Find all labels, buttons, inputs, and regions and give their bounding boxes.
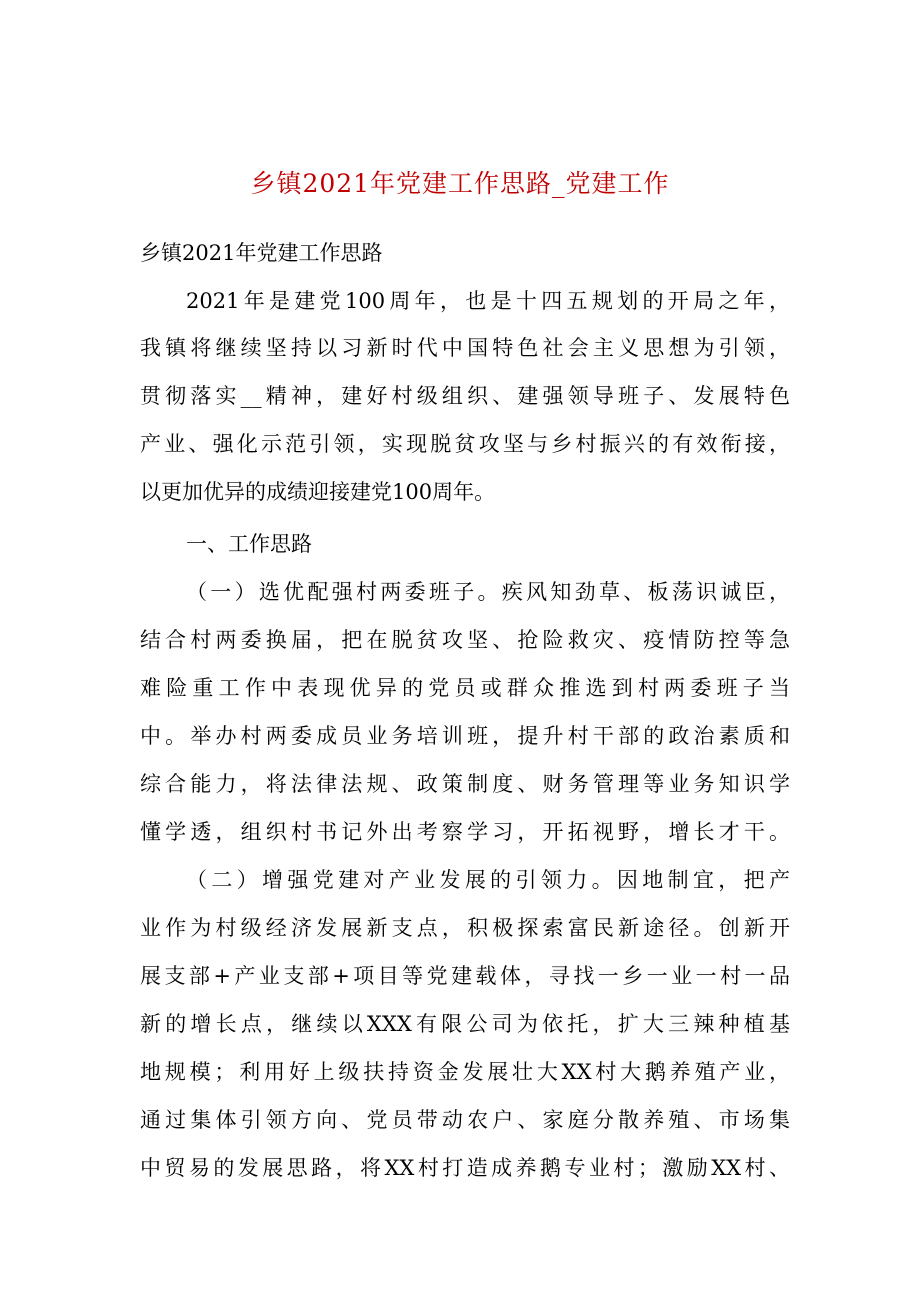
text-line: 贯彻落实__精神，建好村级组织、建强领导班子、发展特色 xyxy=(140,384,790,408)
text-line: 结合村两委换届，把在脱贫攻坚、抢险救灾、疫情防控等急 xyxy=(140,628,790,652)
text-line: 展支部+产业支部+项目等党建载体，寻找一乡一业一村一品 xyxy=(140,964,790,988)
text-line: 懂学透，组织村书记外出考察学习，开拓视野，增长才干。 xyxy=(140,820,790,844)
text-line: 难险重工作中表现优异的党员或群众推选到村两委班子当 xyxy=(140,676,790,700)
text-line: 中贸易的发展思路，将XX村打造成养鹅专业村；激励XX村、 xyxy=(140,1156,790,1180)
text-line: 中。举办村两委成员业务培训班，提升村干部的政治素质和 xyxy=(140,724,790,748)
text-line: 2021年是建党100周年，也是十四五规划的开局之年， xyxy=(186,289,790,313)
text-line: 业作为村级经济发展新支点，积极探索富民新途径。创新开 xyxy=(140,916,790,940)
section-heading: 一、工作思路 xyxy=(186,532,312,556)
text-line: 新的增长点，继续以XXX有限公司为依托，扩大三辣种植基 xyxy=(140,1012,790,1036)
text-line: 产业、强化示范引领，实现脱贫攻坚与乡村振兴的有效衔接， xyxy=(140,432,790,456)
text-line: （二）增强党建对产业发展的引领力。因地制宜，把产 xyxy=(186,868,790,892)
text-line: （一）选优配强村两委班子。疾风知劲草、板荡识诚臣， xyxy=(186,580,790,604)
text-line: 我镇将继续坚持以习新时代中国特色社会主义思想为引领， xyxy=(140,336,790,360)
text-line: 以更加优异的成绩迎接建党100周年。 xyxy=(140,480,496,504)
document-subtitle: 乡镇2021年党建工作思路 xyxy=(140,241,383,265)
text-line: 通过集体引领方向、党员带动农户、家庭分散养殖、市场集 xyxy=(140,1108,790,1132)
document-title: 乡镇2021年党建工作思路_党建工作 xyxy=(250,169,670,198)
text-line: 综合能力，将法律法规、政策制度、财务管理等业务知识学 xyxy=(140,772,790,796)
text-line: 地规模；利用好上级扶持资金发展壮大XX村大鹅养殖产业， xyxy=(140,1060,790,1084)
